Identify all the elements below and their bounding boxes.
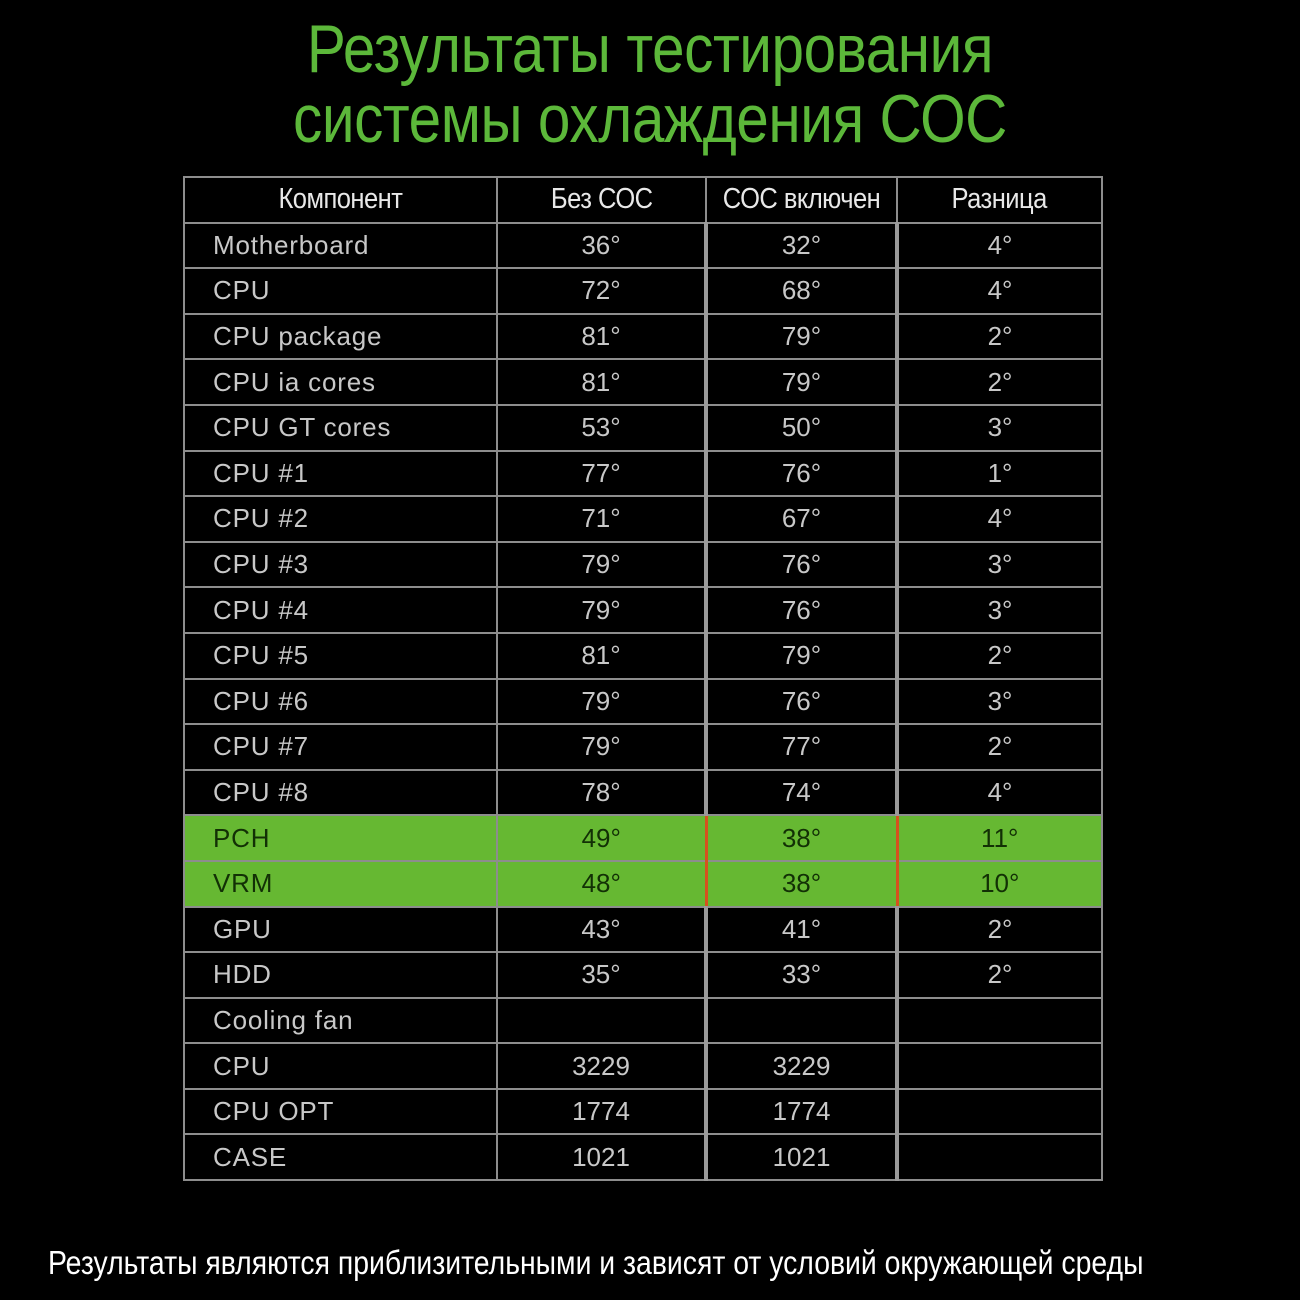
cell-cooling-on: 38°: [706, 861, 897, 907]
cell-component: GPU: [184, 907, 497, 953]
cell-difference: [897, 998, 1102, 1044]
cell-without-cooling: 79°: [497, 724, 706, 770]
column-header-without-cooling-label: Без СОС: [550, 183, 653, 216]
table-row: [184, 268, 1102, 314]
cell-component: CPU OPT: [184, 1089, 497, 1135]
cell-without-cooling: 53°: [497, 405, 706, 451]
table-row: [184, 542, 1102, 588]
page-title-line-1: Результаты тестирования: [306, 11, 994, 87]
table-row: [184, 223, 1102, 269]
cell-without-cooling: 79°: [497, 587, 706, 633]
cell-without-cooling: 81°: [497, 633, 706, 679]
cell-difference: 3°: [897, 587, 1102, 633]
column-header-difference: [897, 177, 1102, 223]
cell-component: CPU #4: [184, 587, 497, 633]
table-row: [184, 952, 1102, 998]
cell-cooling-on: 32°: [706, 223, 897, 269]
cell-cooling-on: 41°: [706, 907, 897, 953]
table-row: [184, 1134, 1102, 1180]
cell-difference: [897, 1134, 1102, 1180]
cell-component: CPU GT cores: [184, 405, 497, 451]
cell-difference: 2°: [897, 952, 1102, 998]
cell-cooling-on: 50°: [706, 405, 897, 451]
cell-component: CPU package: [184, 314, 497, 360]
cell-cooling-on: 38°: [706, 815, 897, 861]
cell-cooling-on: 77°: [706, 724, 897, 770]
cell-cooling-on: 68°: [706, 268, 897, 314]
cell-without-cooling: 1774: [497, 1089, 706, 1135]
cell-difference: 2°: [897, 633, 1102, 679]
cell-component: Cooling fan: [184, 998, 497, 1044]
table-row: [184, 1043, 1102, 1089]
column-header-without-cooling: [497, 177, 706, 223]
cell-difference: 4°: [897, 496, 1102, 542]
table-body: [184, 223, 1102, 1180]
cell-without-cooling: [497, 998, 706, 1044]
table-row: [184, 724, 1102, 770]
cell-cooling-on: 76°: [706, 451, 897, 497]
table-row: [184, 770, 1102, 816]
cell-without-cooling: 49°: [497, 815, 706, 861]
cell-without-cooling: 36°: [497, 223, 706, 269]
cell-component: CPU: [184, 1043, 497, 1089]
page-title: [91, 11, 1209, 157]
cell-cooling-on: 76°: [706, 542, 897, 588]
cell-difference: 2°: [897, 907, 1102, 953]
column-header-cooling-on: [706, 177, 897, 223]
cell-without-cooling: 35°: [497, 952, 706, 998]
cell-difference: 2°: [897, 359, 1102, 405]
table-row: [184, 633, 1102, 679]
table-row: [184, 907, 1102, 953]
cell-without-cooling: 3229: [497, 1043, 706, 1089]
cell-component: CASE: [184, 1134, 497, 1180]
cell-component: Motherboard: [184, 223, 497, 269]
column-header-cooling-on-label: СОС включен: [722, 183, 881, 216]
cell-cooling-on: 74°: [706, 770, 897, 816]
table-row: [184, 496, 1102, 542]
cell-without-cooling: 72°: [497, 268, 706, 314]
column-header-component: [184, 177, 497, 223]
cell-cooling-on: 79°: [706, 314, 897, 360]
cell-difference: 4°: [897, 770, 1102, 816]
cell-difference: 2°: [897, 314, 1102, 360]
cell-without-cooling: 48°: [497, 861, 706, 907]
cell-difference: 10°: [897, 861, 1102, 907]
cell-without-cooling: 77°: [497, 451, 706, 497]
cell-component: VRM: [184, 861, 497, 907]
cell-component: CPU: [184, 268, 497, 314]
table-row: [184, 359, 1102, 405]
cell-component: CPU #7: [184, 724, 497, 770]
cell-without-cooling: 71°: [497, 496, 706, 542]
cell-difference: [897, 1043, 1102, 1089]
page-title-line-2: системы охлаждения СОС: [293, 81, 1007, 157]
cell-without-cooling: 79°: [497, 542, 706, 588]
cell-component: PCH: [184, 815, 497, 861]
footnote: Результаты являются приблизительными и зависят от условий окружающей среды: [48, 1244, 1144, 1281]
cell-cooling-on: 1021: [706, 1134, 897, 1180]
table-header-row: [184, 177, 1102, 223]
cell-without-cooling: 81°: [497, 359, 706, 405]
table-row: [184, 1089, 1102, 1135]
cell-difference: 3°: [897, 542, 1102, 588]
cell-difference: 3°: [897, 679, 1102, 725]
cell-component: CPU #1: [184, 451, 497, 497]
results-table: [183, 176, 1103, 1181]
cell-component: CPU #8: [184, 770, 497, 816]
cell-cooling-on: 76°: [706, 679, 897, 725]
cell-cooling-on: [706, 998, 897, 1044]
column-header-component-label: Компонент: [278, 183, 403, 216]
cell-without-cooling: 79°: [497, 679, 706, 725]
table-row: [184, 405, 1102, 451]
cell-without-cooling: 78°: [497, 770, 706, 816]
cell-difference: 2°: [897, 724, 1102, 770]
cell-difference: 3°: [897, 405, 1102, 451]
cell-component: HDD: [184, 952, 497, 998]
cell-component: CPU #5: [184, 633, 497, 679]
cell-difference: 1°: [897, 451, 1102, 497]
table-row: [184, 587, 1102, 633]
column-header-difference-label: Разница: [951, 183, 1048, 216]
cell-cooling-on: 1774: [706, 1089, 897, 1135]
cell-cooling-on: 33°: [706, 952, 897, 998]
cell-cooling-on: 3229: [706, 1043, 897, 1089]
table-row: [184, 451, 1102, 497]
table-row: [184, 815, 1102, 861]
cell-component: CPU #6: [184, 679, 497, 725]
cell-component: CPU ia cores: [184, 359, 497, 405]
table-row: [184, 679, 1102, 725]
table-row: [184, 861, 1102, 907]
cell-difference: 4°: [897, 268, 1102, 314]
cell-cooling-on: 79°: [706, 633, 897, 679]
cell-difference: [897, 1089, 1102, 1135]
cell-cooling-on: 76°: [706, 587, 897, 633]
table-row: [184, 998, 1102, 1044]
cell-component: CPU #2: [184, 496, 497, 542]
cell-cooling-on: 67°: [706, 496, 897, 542]
cell-component: CPU #3: [184, 542, 497, 588]
cell-without-cooling: 43°: [497, 907, 706, 953]
table-row: [184, 314, 1102, 360]
cell-without-cooling: 1021: [497, 1134, 706, 1180]
cell-difference: 11°: [897, 815, 1102, 861]
cell-cooling-on: 79°: [706, 359, 897, 405]
cell-without-cooling: 81°: [497, 314, 706, 360]
cell-difference: 4°: [897, 223, 1102, 269]
